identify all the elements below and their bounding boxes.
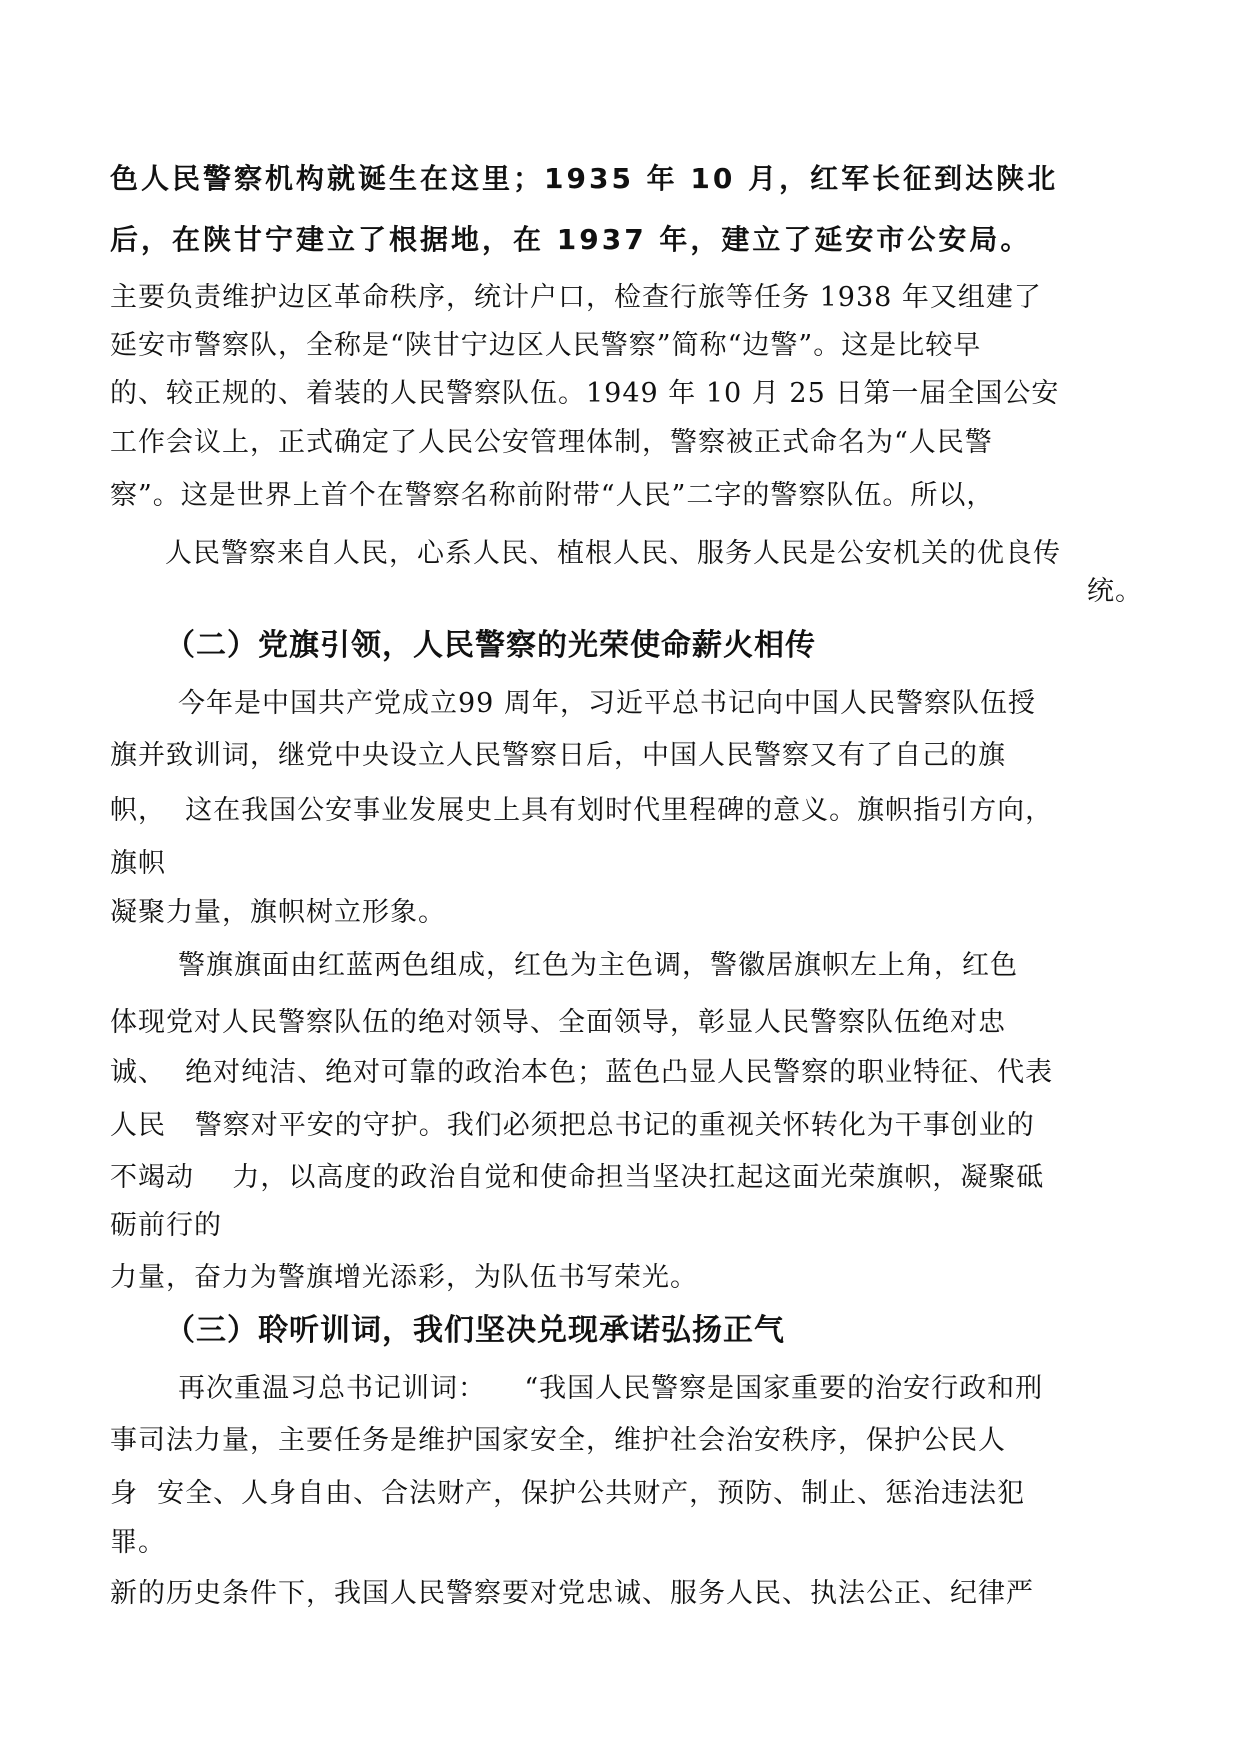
paragraph-line: 警旗旗面由红蓝两色组成，红色为主色调，警徽居旗帜左上角，红色 — [178, 950, 1018, 981]
section-heading: （三）聆听训词，我们坚决兑现承诺弘扬正气 — [165, 1313, 785, 1348]
paragraph-line: 旗帜 — [110, 848, 166, 879]
paragraph-line: 延安市警察队，全称是“陕甘宁边区人民警察”简称“边警”。这是比较早 — [110, 330, 982, 361]
paragraph-line: 力量，奋力为警旗增光添彩，为队伍书写荣光。 — [110, 1262, 698, 1293]
paragraph-line: 帜， 这在我国公安事业发展史上具有划时代里程碑的意义。旗帜指引方向， — [110, 795, 1054, 826]
paragraph-line: 新的历史条件下，我国人民警察要对党忠诚、服务人民、执法公正、纪律严 — [110, 1578, 1034, 1609]
paragraph-line: 工作会议上，正式确定了人民公安管理体制，警察被正式命名为“人民警 — [110, 427, 993, 458]
paragraph-line: 凝聚力量，旗帜树立形象。 — [110, 897, 446, 928]
paragraph-line: 诚、 绝对纯洁、绝对可靠的政治本色；蓝色凸显人民警察的职业特征、代表 — [110, 1057, 1054, 1088]
paragraph-line: 主要负责维护边区革命秩序，统计户口，检查行旅等任务 1938 年又组建了 — [110, 282, 1042, 313]
paragraph-line: 人民 警察对平安的守护。我们必须把总书记的重视关怀转化为干事创业的 — [110, 1110, 1035, 1141]
paragraph-line-bold: 色人民警察机构就诞生在这里；1935 年 10 月，红军长征到达陕北 — [110, 162, 1059, 195]
paragraph-line: 事司法力量，主要任务是维护国家安全，维护社会治安秩序，保护公民人 — [110, 1425, 1006, 1456]
paragraph-line: 砺前行的 — [110, 1210, 222, 1241]
paragraph-line: 察”。这是世界上首个在警察名称前附带“人民”二字的警察队伍。所以， — [110, 480, 995, 511]
paragraph-line: 身 安全、人身自由、合法财产，保护公共财产，预防、制止、惩治违法犯 — [110, 1478, 1026, 1509]
paragraph-line: 统。 — [1087, 576, 1143, 607]
section-heading: （二）党旗引领，人民警察的光荣使命薪火相传 — [165, 628, 816, 663]
paragraph-line: 体现党对人民警察队伍的绝对领导、全面领导，彰显人民警察队伍绝对忠 — [110, 1007, 1006, 1038]
paragraph-line: 人民警察来自人民，心系人民、植根人民、服务人民是公安机关的优良传 — [165, 538, 1061, 569]
paragraph-line: 不竭动 力，以高度的政治自觉和使命担当坚决扛起这面光荣旗帜，凝聚砥 — [110, 1162, 1045, 1193]
paragraph-line: 罪。 — [110, 1527, 166, 1558]
paragraph-line: 旗并致训词，继党中央设立人民警察日后，中国人民警察又有了自己的旗 — [110, 740, 1006, 771]
paragraph-line: 再次重温习总书记训词： “我国人民警察是国家重要的治安行政和刑 — [178, 1373, 1044, 1404]
paragraph-line: 今年是中国共产党成立99 周年，习近平总书记向中国人民警察队伍授 — [178, 688, 1036, 719]
paragraph-line-bold: 后，在陕甘宁建立了根据地，在 1937 年，建立了延安市公安局。 — [110, 223, 1032, 256]
paragraph-line: 的、较正规的、着装的人民警察队伍。1949 年 10 月 25 日第一届全国公安 — [110, 378, 1060, 409]
